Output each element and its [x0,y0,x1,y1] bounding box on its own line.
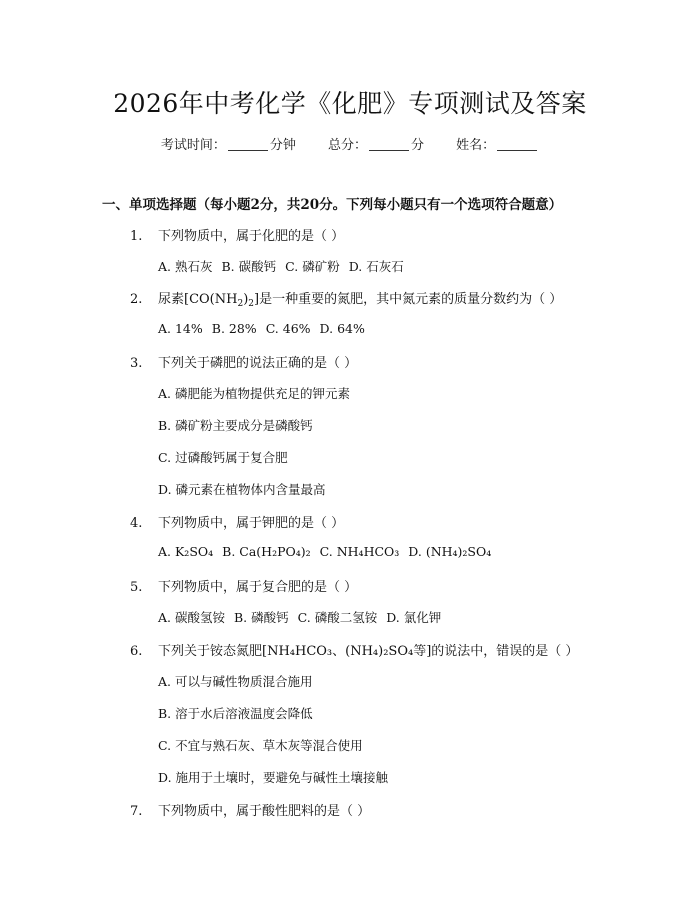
option-b[interactable]: B. Ca(H₂PO₄)₂ [222,544,311,559]
question-number: 2. [130,292,143,307]
question-number: 1. [130,229,143,244]
score-blank[interactable] [369,138,409,151]
time-unit: 分钟 [269,138,296,153]
question-text-before: 尿素[CO(NH [158,292,238,307]
question-text: 下列物质中，属于复合肥的是（ ） [158,580,358,595]
question-1-options [158,257,413,275]
question-3-option-b[interactable]: B. 磷矿粉主要成分是磷酸钙 [158,418,313,433]
question-1 [130,225,344,244]
question-4-options [158,544,500,559]
option-c[interactable]: C. 磷矿粉 [285,259,340,274]
score-unit: 分 [411,138,425,153]
question-number: 4. [130,516,143,531]
option-a[interactable]: A. 14% [158,321,203,336]
question-6-option-a[interactable]: A. 可以与碱性物质混合施用 [158,674,313,689]
option-b[interactable]: B. 磷酸钙 [233,610,289,625]
option-d[interactable]: D. (NH₄)₂SO₄ [408,544,492,559]
time-label: 考试时间： [160,138,226,153]
option-b[interactable]: B. 28% [211,321,257,336]
question-5 [130,576,357,595]
subscript: 2 [237,299,244,309]
option-a[interactable]: A. K₂SO₄ [158,544,214,559]
question-5-options [158,608,450,626]
question-3-option-c[interactable]: C. 过磷酸钙属于复合肥 [158,450,288,465]
name-blank[interactable] [497,138,537,151]
question-6-option-c[interactable]: C. 不宜与熟石灰、草木灰等混合使用 [158,738,363,753]
question-3-option-a[interactable]: A. 磷肥能为植物提供充足的钾元素 [158,386,350,401]
option-b[interactable]: B. 碳酸钙 [221,259,277,274]
question-text-after: ]是一种重要的氮肥，其中氮元素的质量分数约为（ ） [254,292,563,307]
option-c[interactable]: C. 46% [265,321,311,336]
time-field [161,134,296,153]
question-6-option-d[interactable]: D. 施用于土壤时，要避免与碱性土壤接触 [158,770,389,785]
question-number: 6. [130,644,143,659]
exam-meta [0,134,700,153]
option-c[interactable]: C. 磷酸二氢铵 [297,610,378,625]
question-number: 5. [130,580,143,595]
option-d[interactable]: D. 64% [319,321,365,336]
name-label: 姓名： [456,138,496,153]
question-text: 下列关于磷肥的说法正确的是（ ） [158,356,358,371]
question-3-option-d[interactable]: D. 磷元素在植物体内含量最高 [158,482,326,497]
option-c[interactable]: C. NH₄HCO₃ [319,544,400,559]
option-a[interactable]: A. 熟石灰 [158,259,213,274]
option-d[interactable]: D. 石灰石 [348,259,404,274]
question-text: 下列物质中，属于钾肥的是（ ） [158,516,345,531]
question-text: 下列物质中，属于酸性肥料的是（ ） [158,804,371,819]
option-a[interactable]: A. 碳酸氢铵 [158,610,225,625]
time-blank[interactable] [228,138,268,151]
section-heading: 一、单项选择题（每小题2分，共20分。下列每小题只有一个选项符合题意） [102,197,563,213]
subscript: 2 [248,299,255,309]
page-title: 2026年中考化学《化肥》专项测试及答案 [113,89,587,118]
question-3 [130,352,357,371]
question-2 [130,288,562,307]
question-text: 下列物质中，属于化肥的是（ ） [158,229,345,244]
question-text-mid: ) [243,292,249,307]
question-7 [130,800,370,819]
question-4 [130,512,344,531]
question-number: 3. [130,356,143,371]
option-d[interactable]: D. 氯化钾 [386,610,442,625]
question-6-option-b[interactable]: B. 溶于水后溶液温度会降低 [158,706,313,721]
question-6 [130,640,578,659]
question-2-options [158,321,374,336]
name-field [456,134,539,153]
score-label: 总分： [327,138,367,153]
question-text: 下列关于铵态氮肥[NH₄HCO₃、(NH₄)₂SO₄等]的说法中，错误的是（ ） [158,644,579,659]
score-field [328,134,424,153]
question-number: 7. [130,804,143,819]
